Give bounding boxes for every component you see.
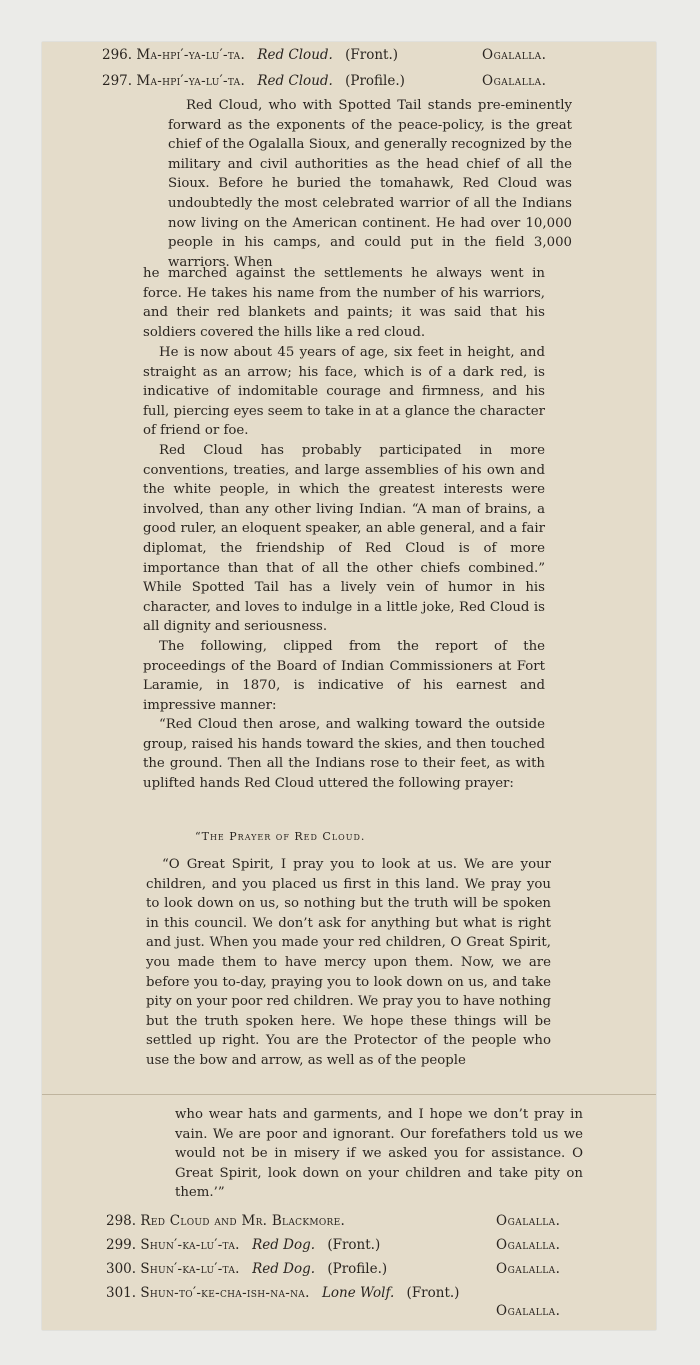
entry-number: 296. — [102, 47, 133, 63]
entry-tribe: Ogalalla. — [482, 73, 547, 89]
entry-298 — [106, 1212, 561, 1230]
entry-native-name: Shun-to′-ke-cha-ish-na-na. — [140, 1285, 310, 1301]
paragraph-prayer-continued: who wear hats and garments, and I hope we don’t pray in vain. We are poor and ignorant. Our forefathers told us we would not be in misery if we asked you for assistance. O Great Spirit, look down on your children and take pity on them.’” — [175, 1107, 583, 1201]
entry-native-name: Red Cloud and Mr. Blackmore. — [140, 1213, 346, 1229]
entry-view: (Front.) — [345, 47, 399, 63]
entry-number: 299. — [106, 1237, 137, 1253]
paragraph-intro-continued: he marched against the settlements he always went in force. He takes his name from the number of his warriors, and their red blankets and paints; it was said that his soldiers covered the hills like a red cloud. — [143, 266, 545, 340]
paragraph-appearance: He is now about 45 years of age, six feet in height, and straight as an arrow; his face, which is of a dark red, is indicative of indomitable courage and firmness, and his full, piercing eyes seem to take in at a glance the character of friend or foe. — [143, 345, 545, 439]
entry-number: 298. — [106, 1213, 137, 1229]
entry-native-name: Shun′-ka-lu′-ta. — [140, 1237, 240, 1253]
entry-english-name: Lone Wolf. — [321, 1285, 395, 1301]
entry-number: 301. — [106, 1285, 137, 1301]
paragraph-prayer: “O Great Spirit, I pray you to look at us. We are your children, and you placed us first in this land. We pray you to look down on us, so nothing but the truth will be spoken in this council. We don’t ask for anything but what is right and just. When you made your red children, O Great Spirit, you made them to have mercy upon them. Now, we are before you to-day, praying you to look down on us, and take pity on your poor red children. We pray you to have nothing but the truth spoken here. We hope these things will be settled up right. You are the Protector of the people who use the bow and arrow, as well as of the people — [146, 857, 551, 1068]
entry-view: (Profile.) — [345, 73, 405, 89]
clipping-seam — [42, 1094, 656, 1095]
entry-native-name: Shun′-ka-lu′-ta. — [140, 1261, 240, 1277]
entry-tribe: Ogalalla. — [496, 1303, 561, 1319]
entry-view: (Front.) — [406, 1285, 460, 1301]
entry-native-name: Ma-hpi′-ya-lu′-ta. — [136, 73, 246, 89]
entry-296 — [102, 46, 547, 64]
entry-english-name: Red Cloud. — [257, 73, 333, 89]
prayer-heading: “The Prayer of Red Cloud. — [195, 830, 366, 843]
entry-view: (Profile.) — [327, 1261, 388, 1277]
entry-tribe: Ogalalla. — [496, 1213, 561, 1229]
entry-english-name: Red Cloud. — [257, 47, 333, 63]
entry-english-name: Red Dog. — [252, 1261, 316, 1277]
paragraph-conventions: Red Cloud has probably participated in more conventions, treaties, and large assemblies of his own and the white people, in which the greatest interests were involved, than any other living Indian. “A man of brains, a good ruler, an eloquent speaker, an able general, and a fair diplomat, the friendship of Red Cloud is of more importance than that of all the other chiefs combined.” While Spotted Tail has a lively vein of humor in his character, and loves to indulge in a little joke, Red Cloud is all dignity and seriousness. — [143, 443, 545, 635]
entry-english-name: Red Dog. — [252, 1237, 316, 1253]
entry-number: 297. — [102, 73, 133, 89]
entry-tribe: Ogalalla. — [496, 1237, 561, 1253]
entry-native-name: Ma-hpi′-ya-lu′-ta. — [136, 47, 246, 63]
entry-299 — [106, 1236, 561, 1254]
entry-301-tribe — [496, 1302, 560, 1320]
entry-tribe: Ogalalla. — [496, 1261, 561, 1277]
entry-300 — [106, 1260, 561, 1278]
paragraph-quote-intro: “Red Cloud then arose, and walking toward the outside group, raised his hands toward the skies, and then touched the ground. Then all the Indians rose to their feet, as with uplifted hands Red Cloud uttered the following prayer: — [143, 717, 545, 791]
entry-number: 300. — [106, 1261, 137, 1277]
paragraph-report: The following, clipped from the report of the proceedings of the Board of Indian Commissioners at Fort Laramie, in 1870, is indicative of his earnest and impressive manner: — [143, 639, 545, 713]
entry-view: (Front.) — [327, 1237, 381, 1253]
entry-297 — [102, 72, 547, 90]
entry-tribe: Ogalalla. — [482, 47, 547, 63]
paragraph-intro: Red Cloud, who with Spotted Tail stands pre-eminently forward as the exponents of the peace-policy, is the great chief of the Ogalalla Sioux, and generally recognized by the military and civil authorities as the head chief of all the Sioux. Before he buried the tomahawk, Red Cloud was undoubtedly the most celebrated warrior of all the Indians now living on the American continent. He had over 10,000 people in his camps, and could put in the field 3,000 warriors. When — [168, 98, 572, 270]
entry-301 — [106, 1284, 459, 1302]
